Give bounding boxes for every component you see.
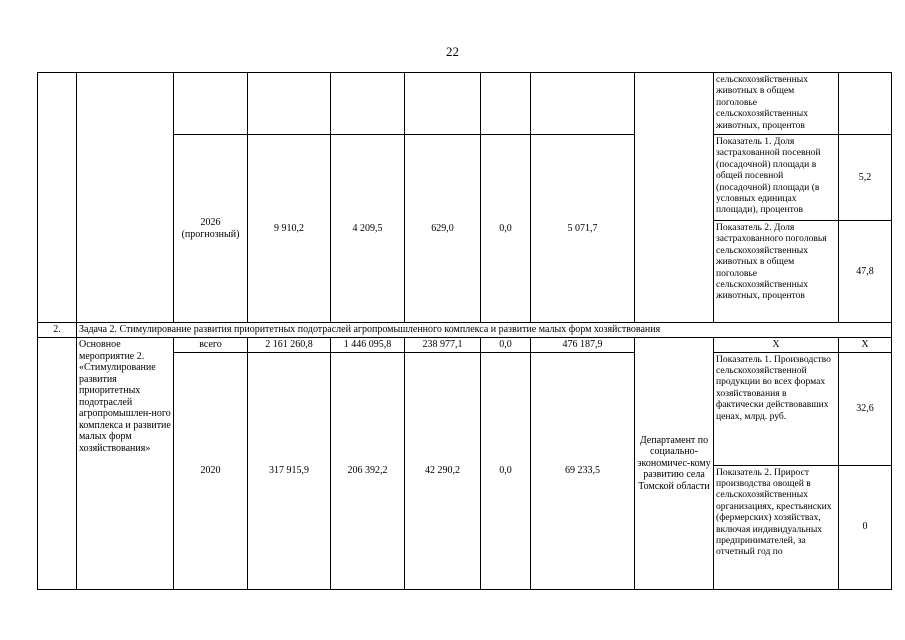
loc-cell: 0,0 (481, 135, 531, 323)
event-name: Основное мероприятие 2. «Стимулирование развития приоритетных подотраслей агропромышлен-ного комплекса и развитие малых форм хозяйствования» (77, 338, 174, 590)
reg-cell: 238 977,1 (405, 338, 481, 353)
indicator-value (839, 73, 892, 135)
indicator-text: Показатель 2. Доля застрахованного поголовья сельскохозяйственных животных в общем поголовье сельскохозяйственных животных, процентов (714, 221, 839, 323)
indicator-text: Показатель 1. Производство сельскохозяйственной продукции во всех формах хозяйствования в фактически действовавших ценах, млрд. руб. (714, 352, 839, 465)
fed-cell (331, 73, 405, 135)
num-cell (38, 338, 77, 590)
total-cell: 317 915,9 (248, 352, 331, 589)
page-number: 22 (446, 44, 459, 59)
x-mark: X (839, 338, 892, 353)
total-cell: 2 161 260,8 (248, 338, 331, 353)
indicator-text: Показатель 1. Доля застрахованной посевной (посадочной) площади в общей посевной (посадочной) площади (в условных единицах площади), процентов (714, 135, 839, 221)
other-cell: 69 233,5 (531, 352, 635, 589)
total-cell (248, 73, 331, 135)
loc-cell: 0,0 (481, 352, 531, 589)
reg-cell (405, 73, 481, 135)
indicator-value: 5,2 (839, 135, 892, 221)
fed-cell: 206 392,2 (331, 352, 405, 589)
x-mark: X (714, 338, 839, 353)
total-cell: 9 910,2 (248, 135, 331, 323)
year-cell: 2026 (прогнозный) (174, 135, 248, 323)
year-cell (174, 73, 248, 135)
indicator-value: 32,6 (839, 352, 892, 465)
reg-cell: 629,0 (405, 135, 481, 323)
other-cell (531, 73, 635, 135)
table-row (38, 73, 892, 135)
other-cell: 476 187,9 (531, 338, 635, 353)
task-title: Задача 2. Стимулирование развития приоритетных подотраслей агропромышленного комплекса и развитие малых форм хозяйствования (77, 323, 892, 338)
event-name-cell (77, 73, 174, 323)
other-cell: 5 071,7 (531, 135, 635, 323)
program-table (37, 72, 892, 590)
indicator-text: сельскохозяйственных животных в общем поголовье сельскохозяйственных животных, процентов (714, 73, 839, 135)
num-cell (38, 73, 77, 323)
indicator-value: 47,8 (839, 221, 892, 323)
indicator-text: Показатель 2. Прирост производства овощей в сельскохозяйственных организациях, крестьянских (фермерских) хозяйствах, включая индивидуальных предпринимателей, за отчетный год по (714, 465, 839, 589)
indicator-value: 0 (839, 465, 892, 589)
loc-cell (481, 73, 531, 135)
task-number: 2. (38, 323, 77, 338)
executor: Департамент по социально-экономичес-кому развитию села Томской области (635, 338, 714, 590)
executor-cell (635, 73, 714, 323)
loc-cell: 0,0 (481, 338, 531, 353)
year-cell: 2020 (174, 352, 248, 589)
reg-cell: 42 290,2 (405, 352, 481, 589)
fed-cell: 4 209,5 (331, 135, 405, 323)
task-row (38, 323, 892, 338)
table-row (38, 338, 892, 353)
fed-cell: 1 446 095,8 (331, 338, 405, 353)
total-label: всего (174, 338, 248, 353)
